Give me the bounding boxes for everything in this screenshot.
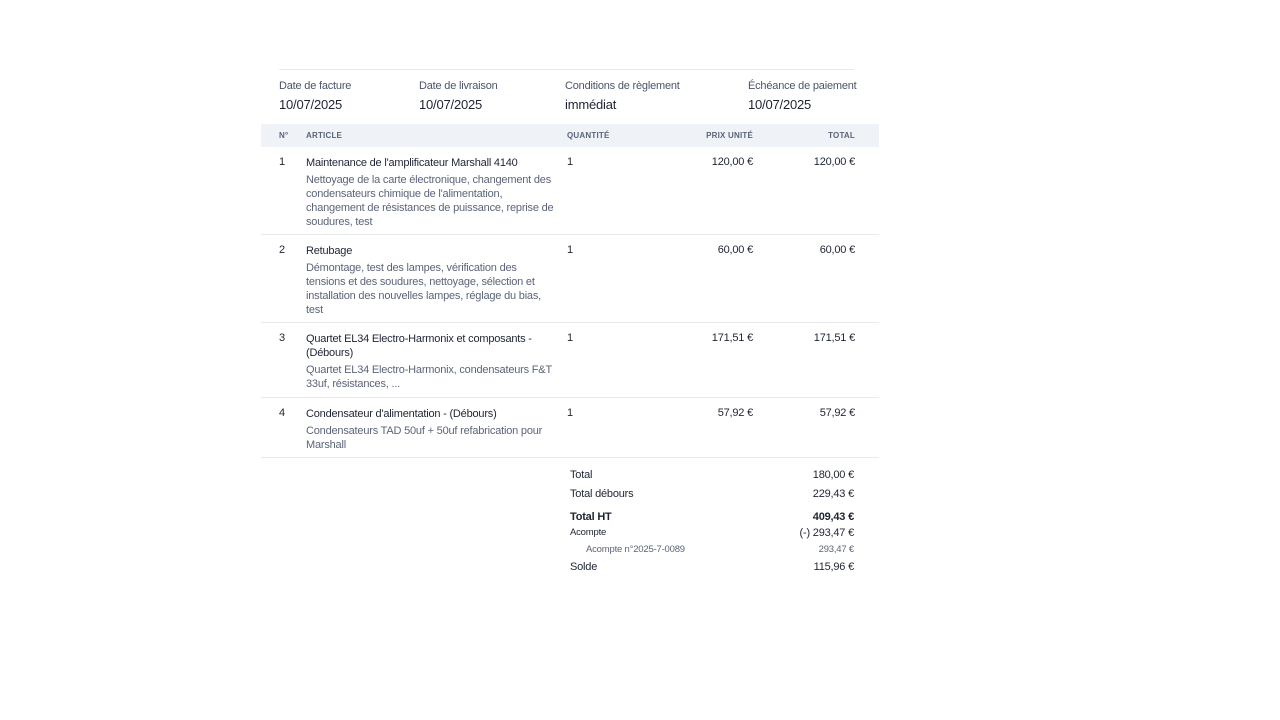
row-num: 2: [279, 244, 285, 256]
invoice-date: [279, 80, 351, 112]
row-title: Maintenance de l'amplificateur Marshall 4140: [306, 157, 518, 169]
acompte-label: Acompte: [570, 527, 607, 538]
row-total: 60,00 €: [819, 244, 855, 256]
row-num: 4: [279, 407, 285, 419]
total-ht-label: Total HT: [570, 511, 612, 523]
header-unit-price: PRIX UNITÉ: [706, 131, 753, 140]
acompte-ref-label: Acompte n°2025-7-0089: [586, 544, 685, 555]
row-unit-price: 171,51 €: [711, 332, 753, 344]
row-title: Quartet EL34 Electro-Harmonix et composants - (Débours): [306, 333, 532, 359]
row-unit-price: 57,92 €: [717, 407, 753, 419]
payment-terms: [565, 80, 680, 112]
total-label: Total: [570, 469, 593, 481]
delivery-date: [419, 80, 498, 112]
row-title: Retubage: [306, 245, 353, 257]
row-description: Démontage, test des lampes, vérification des tensions et des soudures, nettoyage, sélection et installation des nouvelles lampes, réglage du bias, test: [306, 262, 542, 316]
row-qty: 1: [567, 332, 573, 344]
table-row: [261, 323, 879, 398]
row-qty: 1: [567, 407, 573, 419]
table-row: [261, 398, 879, 458]
due-date: [748, 80, 857, 112]
row-total: 120,00 €: [813, 156, 855, 168]
header-total: TOTAL: [828, 131, 855, 140]
row-total: 171,51 €: [813, 332, 855, 344]
row-unit-price: 60,00 €: [717, 244, 753, 256]
solde-value: 115,96 €: [813, 561, 854, 573]
invoice-meta: [261, 80, 879, 120]
solde-label: Solde: [570, 561, 598, 573]
row-description: Condensateurs TAD 50uf + 50uf refabrication pour Marshall: [306, 425, 543, 451]
row-title: Condensateur d'alimentation - (Débours): [306, 408, 497, 420]
due-date-label: Échéance de paiement: [748, 80, 857, 92]
invoice-date-label: Date de facture: [279, 80, 352, 92]
header-article: ARTICLE: [306, 131, 343, 140]
header-num: N°: [279, 131, 289, 140]
due-date-value: 10/07/2025: [748, 97, 812, 112]
delivery-date-label: Date de livraison: [419, 80, 498, 92]
row-article: [306, 407, 556, 452]
debours-value: 229,43 €: [812, 488, 854, 500]
payment-terms-label: Conditions de règlement: [565, 80, 680, 92]
row-article: [306, 332, 556, 391]
payment-terms-value: immédiat: [565, 97, 617, 112]
table-body: [261, 147, 879, 458]
row-unit-price: 120,00 €: [711, 156, 753, 168]
invoice-date-value: 10/07/2025: [279, 97, 343, 112]
total-value: 180,00 €: [812, 469, 854, 481]
table-row: [261, 235, 879, 323]
row-qty: 1: [567, 244, 573, 256]
acompte-ref-value: 293,47 €: [818, 544, 854, 555]
total-ht-value: 409,43 €: [812, 511, 854, 523]
table-row: [261, 147, 879, 235]
row-description: Nettoyage de la carte électronique, changement des condensateurs chimique de l'alimentation, changement de résistances de puissance, reprise de soudures, test: [306, 174, 554, 228]
row-num: 3: [279, 332, 285, 344]
delivery-date-value: 10/07/2025: [419, 97, 483, 112]
row-article: [306, 244, 556, 317]
acompte-value: (-) 293,47 €: [799, 527, 854, 539]
row-qty: 1: [567, 156, 573, 168]
row-total: 57,92 €: [819, 407, 855, 419]
row-description: Quartet EL34 Electro-Harmonix, condensateurs F&T 33uf, résistances, ...: [306, 364, 552, 390]
table-header: [261, 124, 879, 147]
row-article: [306, 156, 556, 229]
row-num: 1: [279, 156, 285, 168]
header-qty: QUANTITÉ: [567, 131, 610, 140]
debours-label: Total débours: [570, 488, 634, 500]
divider: [279, 69, 854, 70]
